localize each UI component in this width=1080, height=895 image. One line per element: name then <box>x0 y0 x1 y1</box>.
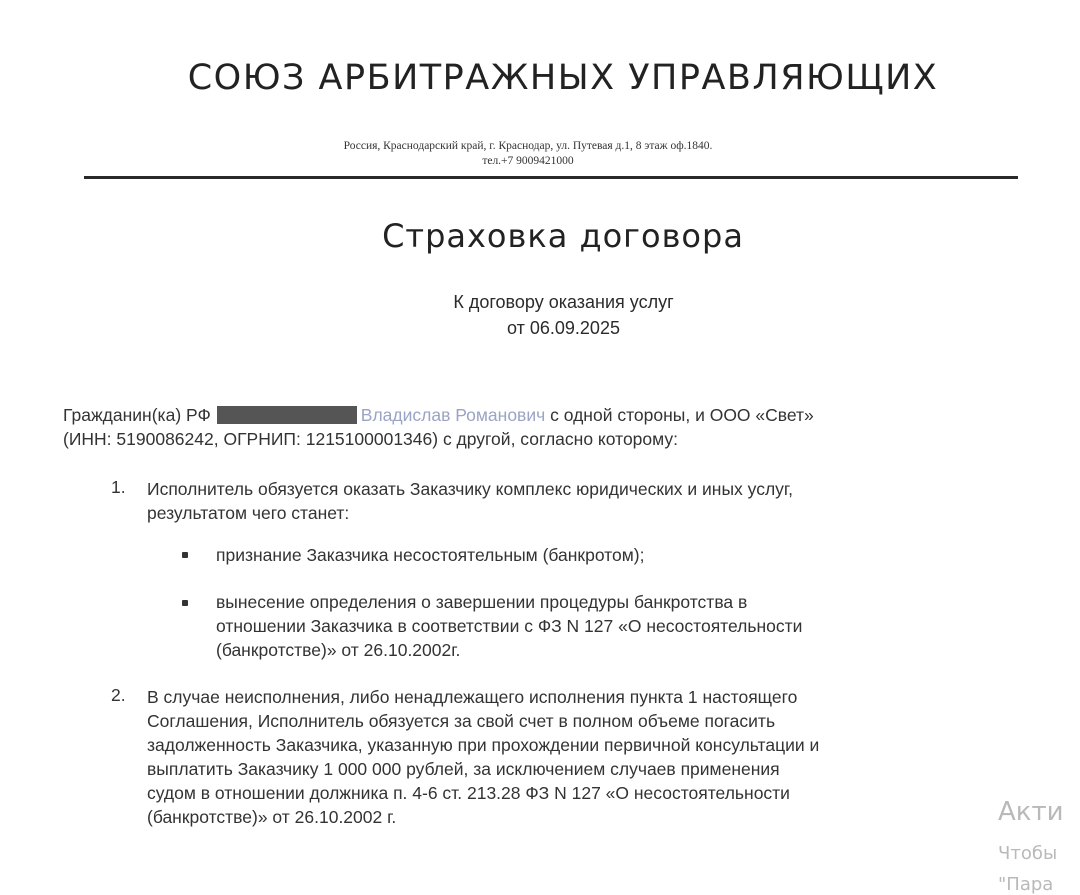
redaction-bar <box>217 406 357 424</box>
document-title: Страховка договора <box>382 217 744 255</box>
list-item <box>147 477 793 525</box>
item-line: Исполнитель обязуется оказать Заказчику комплекс юридических и иных услуг, <box>147 479 794 499</box>
bullet-icon <box>182 600 188 606</box>
item-line: Соглашения, Исполнитель обязуется за свой счет в полном объеме погасить <box>147 711 776 731</box>
contract-reference: К договору оказания услуг <box>453 292 674 312</box>
intro-paragraph <box>63 403 814 451</box>
item-number: 1. <box>111 477 126 497</box>
address-line: Россия, Краснодарский край, г. Краснодар, ул. Путевая д.1, 8 этаж оф.1840. <box>343 140 713 152</box>
activation-watermark-title: Акти <box>998 797 1064 827</box>
intro-line-1 <box>63 403 814 427</box>
bullet-line: отношении Заказчика в соответствии с ФЗ N 127 «О несостоятельности <box>216 616 803 636</box>
item-line: задолженность Заказчика, указанную при прохождении первичной консультации и <box>147 735 820 755</box>
document-subtitle <box>0 289 1080 341</box>
intro-prefix: Гражданин(ка) РФ <box>63 405 211 425</box>
bullet-line: (банкротстве)» от 26.10.2002г. <box>216 640 461 660</box>
organization-name: СОЮЗ АРБИТРАЖНЫХ УПРАВЛЯЮЩИХ <box>187 58 939 98</box>
intro-line-2: (ИНН: 5190086242, ОГРНИП: 1215100001346) с другой, согласно которому: <box>63 429 678 449</box>
item-line: В случае неисполнения, либо ненадлежащего исполнения пункта 1 настоящего <box>147 687 798 707</box>
bullet-line: вынесение определения о завершении процедуры банкротства в <box>216 592 748 612</box>
bullet-item <box>216 543 644 567</box>
item-number: 2. <box>111 685 126 705</box>
list-item <box>147 685 819 829</box>
intro-suffix: с одной стороны, и ООО «Свет» <box>550 405 814 425</box>
contract-date: от 06.09.2025 <box>507 318 620 338</box>
client-name: Владислав Романович <box>360 405 546 425</box>
bullet-icon <box>182 552 188 558</box>
header-divider <box>84 176 1018 179</box>
item-line: судом в отношении должника п. 4-6 ст. 213.28 ФЗ N 127 «О несостоятельности <box>147 783 790 803</box>
bullet-item <box>216 590 802 662</box>
item-line: выплатить Заказчику 1 000 000 рублей, за исключением случаев применения <box>147 759 780 779</box>
phone-line: тел.+7 9009421000 <box>482 155 574 167</box>
bullet-line: признание Заказчика несостоятельным (банкротом); <box>216 545 645 565</box>
activation-watermark-line: "Пара <box>998 874 1054 895</box>
item-line: результатом чего станет: <box>147 503 350 523</box>
organization-address <box>0 139 1056 169</box>
activation-watermark-line: Чтобы <box>998 843 1058 864</box>
item-line: (банкротстве)» от 26.10.2002 г. <box>147 807 397 827</box>
